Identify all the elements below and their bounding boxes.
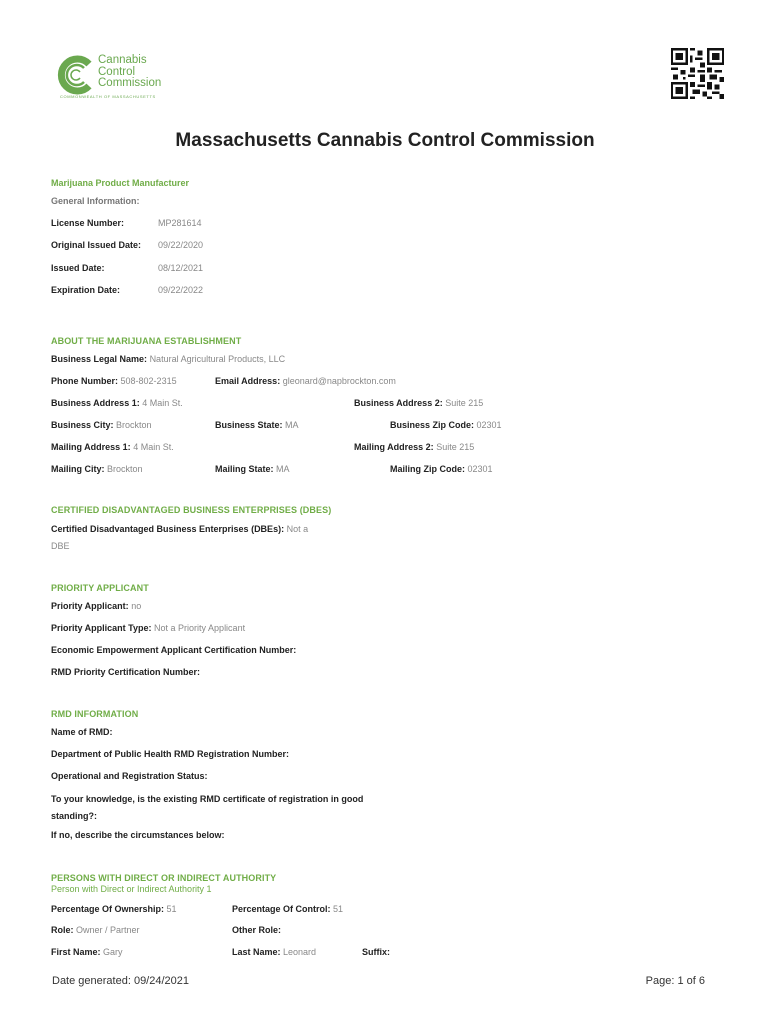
rmd-name-label: Name of RMD: [51,727,113,737]
business-address-1-field [51,398,183,408]
dph-registration-label: Department of Public Health RMD Registration Number: [51,749,290,759]
business-zip-value: 02301 [476,420,502,430]
email-field [215,376,396,386]
legal-name-value: Natural Agricultural Products, LLC [149,354,286,364]
mailing-state-field [215,464,290,474]
business-zip-field [390,420,502,430]
original-issued-date-label: Original Issued Date: [51,240,142,250]
logo-line-1: Cannabis [98,54,147,66]
mailing-city-label: Mailing City: [51,464,105,474]
operational-status-label: Operational and Registration Status: [51,771,208,781]
mailing-address-2-label: Mailing Address 2: [354,442,434,452]
suffix-label: Suffix: [362,947,390,957]
economic-empowerment-label: Economic Empowerment Applicant Certification Number: [51,645,297,655]
mailing-address-1-label: Mailing Address 1: [51,442,131,452]
legal-name-field [51,354,285,364]
good-standing-label-line-1: To your knowledge, is the existing RMD certificate of registration in good [51,794,364,804]
dbe-value-line-2: DBE [51,541,70,551]
license-number-value: MP281614 [158,218,202,228]
license-number-label: License Number: [51,218,125,228]
cannabis-commission-logo-icon [56,54,98,96]
good-standing-label-line-2: standing?: [51,811,97,821]
role-field [51,925,140,935]
license-category: Marijuana Product Manufacturer [51,178,190,188]
priority-applicant-field [51,601,141,611]
section-rmd-heading: RMD INFORMATION [51,709,139,719]
mailing-address-1-field [51,442,174,452]
mailing-address-2-value: Suite 215 [436,442,475,452]
control-field [232,904,343,914]
business-address-1-value: 4 Main St. [142,398,183,408]
mailing-zip-label: Mailing Zip Code: [390,464,465,474]
email-label: Email Address: [215,376,281,386]
business-address-2-value: Suite 215 [445,398,484,408]
business-address-2-field [354,398,483,408]
qr-code-icon [670,48,725,99]
logo-wordmark [98,55,161,90]
expiration-date-label: Expiration Date: [51,285,121,295]
circumstances-label: If no, describe the circumstances below: [51,830,225,840]
priority-applicant-value: no [131,601,142,611]
ownership-value: 51 [166,904,177,914]
phone-field [51,376,177,386]
page-number: Page: 1 of 6 [645,975,705,987]
business-address-1-label: Business Address 1: [51,398,140,408]
phone-value: 508-802-2315 [120,376,177,386]
priority-applicant-label: Priority Applicant: [51,601,129,611]
dbe-label: Certified Disadvantaged Business Enterprises (DBEs): [51,524,285,534]
other-role-label: Other Role: [232,925,282,935]
commission-logo [56,54,186,100]
logo-line-2: Control [98,65,136,78]
role-value: Owner / Partner [76,925,140,935]
mailing-zip-value: 02301 [467,464,493,474]
date-generated: Date generated: 09/24/2021 [52,975,190,987]
original-issued-date-value: 09/22/2020 [158,240,204,250]
role-label: Role: [51,925,74,935]
rmd-priority-certification-label: RMD Priority Certification Number: [51,667,201,677]
logo-subtitle: COMMONWEALTH OF MASSACHUSETTS [60,94,156,99]
first-name-label: First Name: [51,947,101,957]
page-title: Massachusetts Cannabis Control Commission [175,130,595,151]
control-label: Percentage Of Control: [232,904,331,914]
mailing-state-label: Mailing State: [215,464,274,474]
person-1-heading: Person with Direct or Indirect Authority 1 [51,884,212,894]
control-value: 51 [333,904,344,914]
phone-label: Phone Number: [51,376,119,386]
business-city-label: Business City: [51,420,114,430]
mailing-address-1-value: 4 Main St. [133,442,174,452]
general-info-heading: General Information: [51,196,140,206]
business-address-2-label: Business Address 2: [354,398,443,408]
mailing-city-field [51,464,143,474]
section-priority-heading: PRIORITY APPLICANT [51,583,149,593]
mailing-state-value: MA [276,464,290,474]
dbe-field [51,524,308,534]
priority-applicant-type-value: Not a Priority Applicant [154,623,246,633]
first-name-value: Gary [103,947,123,957]
section-establishment-heading: ABOUT THE MARIJUANA ESTABLISHMENT [51,336,242,346]
business-zip-label: Business Zip Code: [390,420,475,430]
last-name-value: Leonard [283,947,317,957]
mailing-city-value: Brockton [107,464,143,474]
last-name-field [232,947,316,957]
priority-applicant-type-label: Priority Applicant Type: [51,623,152,633]
mailing-address-2-field [354,442,474,452]
issued-date-label: Issued Date: [51,263,105,273]
expiration-date-value: 09/22/2022 [158,285,204,295]
ownership-field [51,904,177,914]
business-city-field [51,420,152,430]
email-value: gleonard@napbrockton.com [282,376,396,386]
mailing-zip-field [390,464,493,474]
business-state-label: Business State: [215,420,283,430]
last-name-label: Last Name: [232,947,281,957]
dbe-value-line-1: Not a [286,524,309,534]
priority-applicant-type-field [51,623,245,633]
business-state-field [215,420,299,430]
business-state-value: MA [285,420,299,430]
business-city-value: Brockton [116,420,152,430]
logo-line-3: Commission [98,77,162,89]
legal-name-label: Business Legal Name: [51,354,148,364]
issued-date-value: 08/12/2021 [158,263,204,273]
section-authority-heading: PERSONS WITH DIRECT OR INDIRECT AUTHORITY [51,873,277,883]
first-name-field [51,947,123,957]
section-dbe-heading: CERTIFIED DISADVANTAGED BUSINESS ENTERPRISES (DBES) [51,505,332,515]
ownership-label: Percentage Of Ownership: [51,904,165,914]
